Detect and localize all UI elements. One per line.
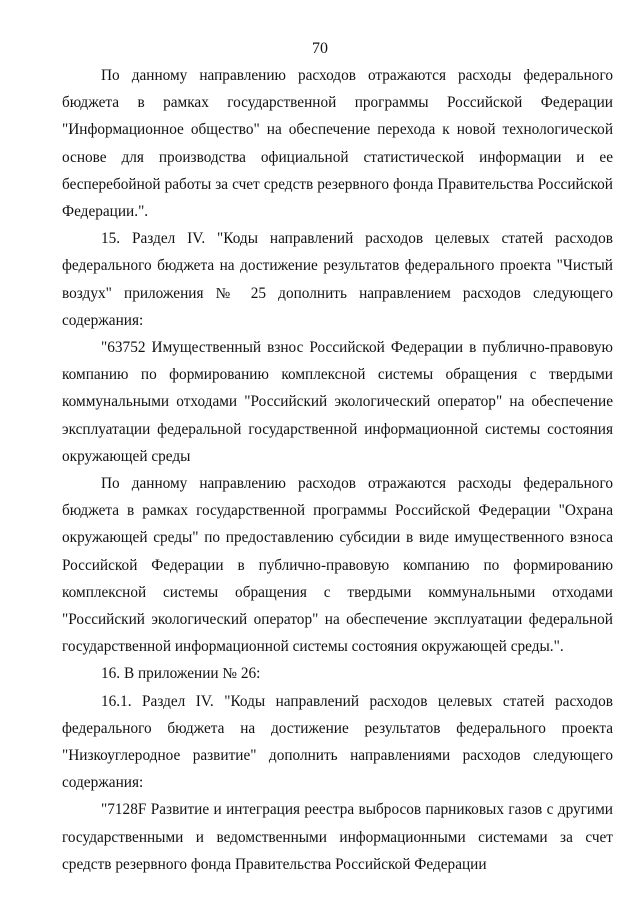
paragraph-expense-direction-environment: По данному направлению расходов отражаются расходы федерального бюджета в рамках государственной программы Российской Федерации "Охрана окружающей среды" по предоставлению субсидии в виде имущественного взноса Российской Федерации в публично-правовую компанию по формированию комплексной системы обращения с твердыми коммунальными отходами "Российский экологический оператор" на обеспечение эксплуатации федеральной государственной информационной системы состояния окружающей среды.". bbox=[62, 475, 613, 656]
paragraph-item-16-1: 16.1. Раздел IV. "Коды направлений расходов целевых статей расходов федерального бюджета на достижение результатов федерального проекта "Низкоуглеродное развитие" дополнить направлениями расходов следующего содержания: bbox=[62, 692, 613, 792]
paragraph-expense-direction-information-society: По данному направлению расходов отражаются расходы федерального бюджета в рамках государственной программы Российской Федерации "Информационное общество" на обеспечение перехода к новой технологической основе для производства официальной статистической информации и ее бесперебойной работы за счет средств резервного фонда Правительства Российской Федерации.". bbox=[62, 67, 613, 221]
paragraph-item-15: 15. Раздел IV. "Коды направлений расходов целевых статей расходов федерального бюджета на достижение результатов федерального проекта "Чистый воздух" приложения № 25 дополнить направлением расходов следующего содержания: bbox=[62, 230, 613, 329]
paragraph-item-16: 16. В приложении № 26: bbox=[101, 665, 261, 683]
document-body bbox=[62, 62, 613, 878]
page-number: 70 bbox=[312, 40, 328, 57]
paragraph-code-63752: "63752 Имущественный взнос Российской Федерации в публично-правовую компанию по формированию комплексной системы обращения с твердыми коммунальными отходами "Российский экологический оператор" на обеспечение эксплуатации федеральной государственной информационной системы состояния окружающей среды bbox=[62, 339, 613, 465]
paragraph-code-7128f: "7128F Развитие и интеграция реестра выбросов парниковых газов с другими государственными и ведомственными информационными системами за счет средств резервного фонда Правительства Российской Федерации bbox=[62, 801, 613, 873]
